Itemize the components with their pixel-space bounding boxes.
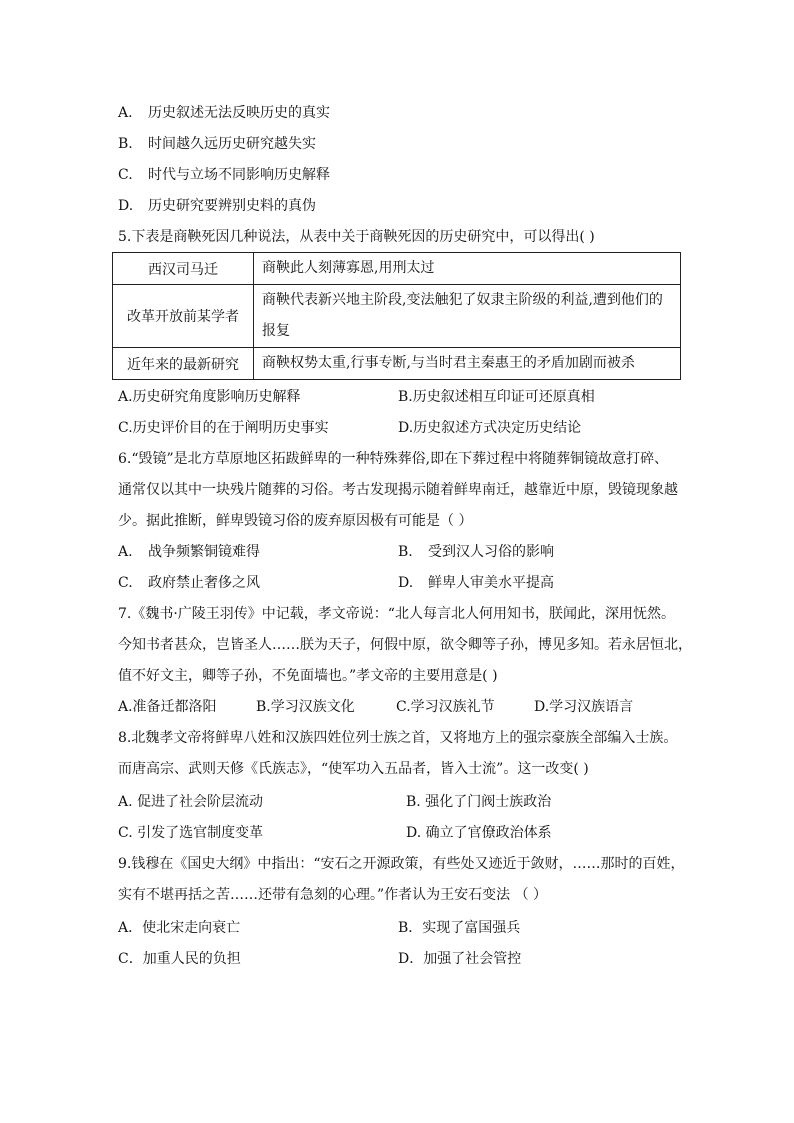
- q4-option-a: A. 历史叙述无法反映历史的真实: [118, 105, 330, 121]
- q8-option-a: A. 促进了社会阶层流动: [118, 794, 264, 810]
- q8-option-b: B. 强化了门阀士族政治: [406, 794, 552, 810]
- q7-stem-line-1: 7.《魏书·广陵王羽传》中记载，孝文帝说：“北人每言北人何用知书，朕闻此，深用怃然。: [118, 606, 675, 622]
- q9-option-c: C．加重人民的负担: [118, 951, 241, 967]
- q4-option-c: C. 时代与立场不同影响历史解释: [118, 167, 330, 183]
- q9-stem-line-1: 9.钱穆在《国史大纲》中指出：“安石之开源政策，有些处又迹近于敛财，……那时的百姓，: [118, 856, 685, 872]
- q4-option-b: B. 时间越久远历史研究越失实: [118, 136, 316, 152]
- table-cell-source: 西汉司马迁: [113, 253, 254, 285]
- q8-stem-line-2: 而唐高宗、武则天修《氏族志》，“使军功入五品者，皆入士流”。这一改变( ): [118, 761, 589, 777]
- q7-stem-line-2: 今知书者甚众，岂皆圣人……朕为天子，何假中原，欲令卿等子孙，博见多知。若永居恒北，: [118, 637, 692, 653]
- q5-stem: 5.下表是商鞅死因几种说法，从表中关于商鞅死因的历史研究中，可以得出( ): [118, 229, 595, 245]
- q5-option-a: A.历史研究角度影响历史解释: [118, 389, 301, 405]
- q9-option-b: B．实现了富国强兵: [398, 920, 521, 936]
- table-cell-source: 近年来的最新研究: [113, 348, 254, 380]
- table-cell-view: 商鞅权势太重,行事专断,与当时君主秦惠王的矛盾加剧而被杀: [254, 348, 681, 380]
- q6-stem-line-3: 少。据此推断，鲜卑毁镜习俗的废弃原因极有可能是（ ）: [118, 513, 473, 529]
- q9-stem-line-2: 实有不堪再括之苦……还带有急刻的心理。”作者认为王安石变法 （ ）: [118, 887, 548, 903]
- q5-table: [112, 252, 681, 380]
- q6-option-b: B. 受到汉人习俗的影响: [398, 544, 554, 560]
- q8-option-c: C. 引发了选官制度变革: [118, 825, 264, 841]
- q7-option-a: A.准备迁都洛阳: [118, 699, 217, 715]
- q9-option-a: A．使北宋走向衰亡: [118, 920, 241, 936]
- q5-option-c: C.历史评价目的在于阐明历史事实: [118, 420, 329, 436]
- table-cell-view: 商鞅此人刻薄寡恩,用刑太过: [254, 253, 681, 285]
- q7-option-d: D.学习汉族语言: [534, 699, 634, 715]
- q7-stem-line-3: 值不好文主，卿等子孙，不免面墙也。”孝文帝的主要用意是( ): [118, 668, 498, 684]
- q9-option-d: D．加强了社会管控: [398, 951, 522, 967]
- q7-option-b: B.学习汉族文化: [256, 699, 355, 715]
- q8-stem-line-1: 8.北魏孝文帝将鲜卑八姓和汉族四姓位列士族之首，又将地方上的强宗豪族全部编入士族。: [118, 730, 678, 746]
- q4-option-d: D. 历史研究要辨别史料的真伪: [118, 198, 316, 214]
- table-row: [113, 285, 681, 348]
- table-row: [113, 253, 681, 285]
- q5-option-d: D.历史叙述方式决定历史结论: [398, 420, 582, 436]
- q6-stem-line-2: 通常仅以其中一块残片随葬的习俗。考古发现揭示随着鲜卑南迁，越靠近中原，毁镜现象越: [118, 482, 678, 498]
- q7-option-c: C.学习汉族礼节: [396, 699, 495, 715]
- q6-option-d: D. 鲜卑人审美水平提高: [398, 575, 554, 591]
- q6-option-c: C. 政府禁止奢侈之风: [118, 575, 260, 591]
- q8-option-d: D. 确立了官僚政治体系: [406, 825, 552, 841]
- table-cell-view: 商鞅代表新兴地主阶段,变法触犯了奴隶主阶级的利益,遭到他们的报复: [254, 285, 681, 348]
- q6-option-a: A. 战争频繁铜镜难得: [118, 544, 260, 560]
- table-cell-source: 改革开放前某学者: [113, 285, 254, 348]
- table-row: [113, 348, 681, 380]
- q5-option-b: B.历史叙述相互印证可还原真相: [398, 389, 595, 405]
- q6-stem-line-1: 6.“毁镜”是北方草原地区拓跋鲜卑的一种特殊葬俗,即在下葬过程中将随葬铜镜故意打碎、: [118, 451, 669, 467]
